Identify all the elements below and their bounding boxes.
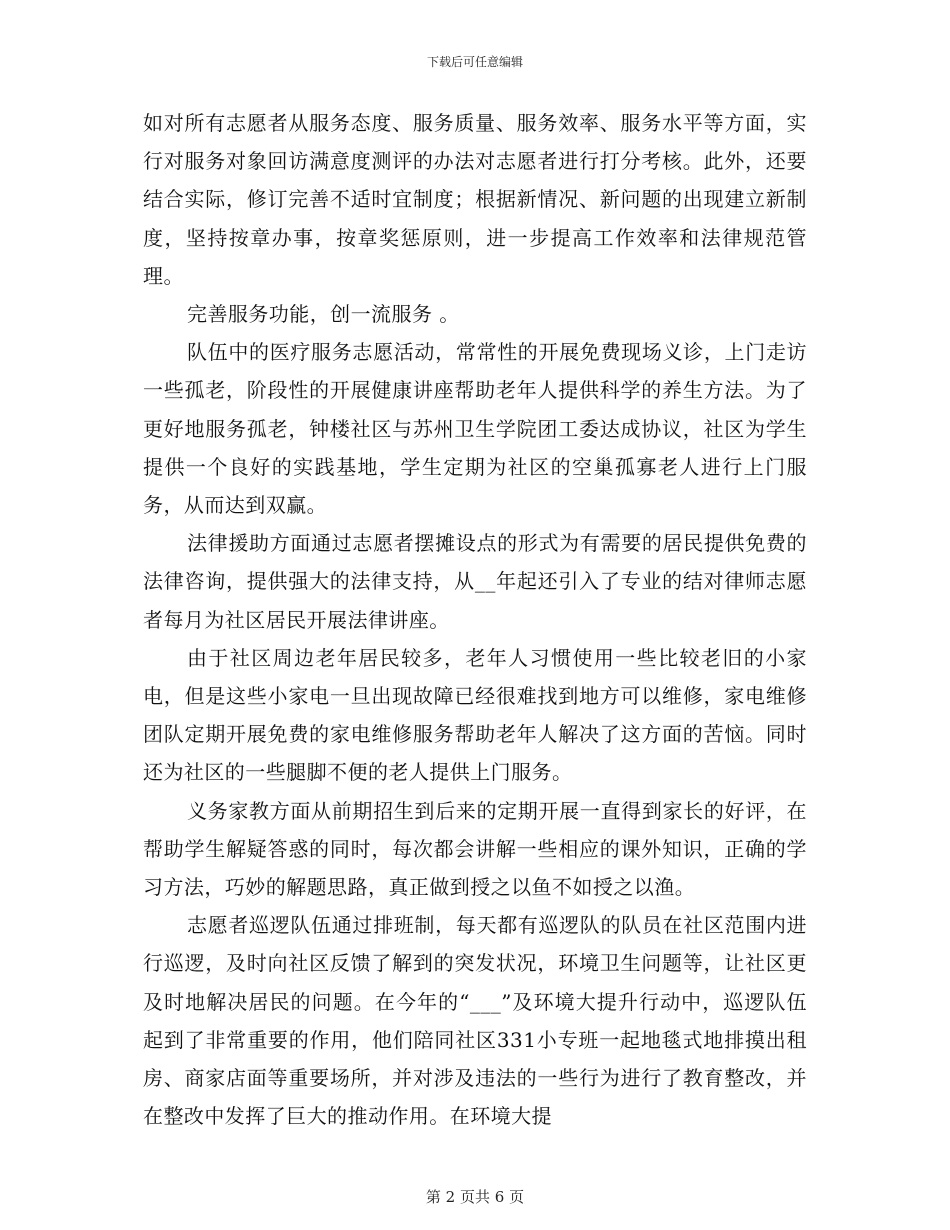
paragraph-continuation: 如对所有志愿者从服务态度、服务质量、服务效率、服务水平等方面，实行对服务对象回访满意度测评的办法对志愿者进行打分考核。此外，还要结合实际，修订完善不适时宜制度；根据新情况、新问题的出现建立新制度，坚持按章办事，按章奖惩原则，进一步提高工作效率和法律规范管理。 bbox=[143, 111, 807, 288]
paragraph-patrol-team: 志愿者巡逻队伍通过排班制，每天都有巡逻队的队员在社区范围内进行巡逻，及时向社区反馈了解到的突发状况，环境卫生问题等，让社区更及时地解决居民的问题。在今年的“___”及环境大提升行动中，巡逻队伍起到了非常重要的作用，他们陪同社区331小专班一起地毯式地排摸出租房、商家店面等重要场所，并对涉及违法的一些行为进行了教育整改，并在整改中发挥了巨大的推动作用。在环境大提 bbox=[143, 913, 807, 1129]
paragraph-appliance-repair: 由于社区周边老年居民较多，老年人习惯使用一些比较老旧的小家电，但是这些小家电一旦出现故障已经很难找到地方可以维修，家电维修团队定期开展免费的家电维修服务帮助老年人解决了这方面的苦恼。同时还为社区的一些腿脚不便的老人提供上门服务。 bbox=[143, 645, 807, 785]
paragraph-tutoring: 义务家教方面从前期招生到后来的定期开展一直得到家长的好评，在帮助学生解疑答惑的同时，每次都会讲解一些相应的课外知识，正确的学习方法，巧妙的解题思路，真正做到授之以鱼不如授之以渔。 bbox=[143, 798, 807, 900]
page-header: 下载后可任意编辑 bbox=[426, 55, 523, 69]
paragraph-legal-aid: 法律援助方面通过志愿者摆摊设点的形式为有需要的居民提供免费的法律咨询，提供强大的法律支持，从__年起还引入了专业的结对律师志愿者每月为社区居民开展法律讲座。 bbox=[143, 531, 807, 632]
page-footer: 第 2 页共 6 页 bbox=[425, 1188, 525, 1206]
paragraph-medical-service: 队伍中的医疗服务志愿活动，常常性的开展免费现场义诊，上门走访一些孤老，阶段性的开展健康讲座帮助老年人提供科学的养生方法。为了更好地服务孤老，钟楼社区与苏州卫生学院团工委达成协议，社区为学生提供一个良好的实践基地，学生定期为社区的空巢孤寡老人进行上门服务，从而达到双赢。 bbox=[143, 340, 807, 518]
paragraph-section-heading: 完善服务功能，创一流服务 。 bbox=[187, 302, 460, 327]
document-body bbox=[143, 104, 807, 1135]
